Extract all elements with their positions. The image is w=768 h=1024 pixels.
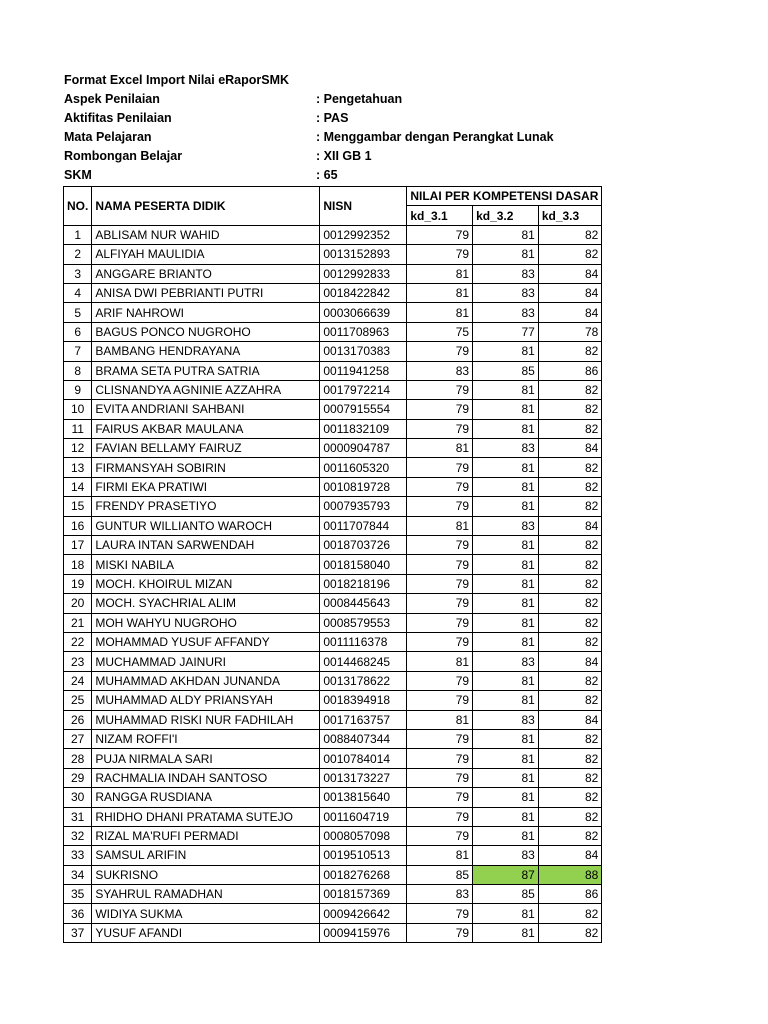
cell-kd-1[interactable]: 75 [407, 322, 473, 341]
cell-nisn[interactable]: 0013815640 [320, 788, 407, 807]
cell-name[interactable]: MUHAMMAD RISKI NUR FADHILAH [92, 710, 320, 729]
cell-name[interactable]: MOHAMMAD YUSUF AFFANDY [92, 632, 320, 651]
cell-kd-1[interactable]: 81 [407, 516, 473, 535]
cell-kd-1[interactable]: 81 [407, 283, 473, 302]
cell-nisn[interactable]: 0007935793 [320, 497, 407, 516]
cell-kd-3[interactable]: 82 [538, 788, 602, 807]
cell-nisn[interactable]: 0009426642 [320, 904, 407, 923]
table-row [64, 477, 602, 496]
cell-kd-2[interactable]: 83 [473, 264, 539, 283]
cell-kd-2[interactable]: 83 [473, 516, 539, 535]
cell-nisn[interactable]: 0011832109 [320, 419, 407, 438]
table-row [64, 594, 602, 613]
table-row [64, 865, 602, 884]
cell-name[interactable]: YUSUF AFANDI [92, 923, 320, 942]
cell-nisn[interactable]: 0018158040 [320, 555, 407, 574]
cell-kd-3[interactable]: 84 [538, 283, 602, 302]
table-row [64, 807, 602, 826]
cell-kd-3[interactable]: 82 [538, 380, 602, 399]
cell-kd-2[interactable]: 81 [473, 594, 539, 613]
cell-kd-2[interactable]: 81 [473, 477, 539, 496]
table-body [64, 225, 602, 942]
cell-kd-3[interactable]: 82 [538, 826, 602, 845]
cell-kd-2[interactable]: 81 [473, 749, 539, 768]
table-row [64, 283, 602, 302]
cell-name[interactable]: FIRMI EKA PRATIWI [92, 477, 320, 496]
cell-kd-1[interactable]: 79 [407, 594, 473, 613]
cell-kd-2[interactable]: 83 [473, 652, 539, 671]
cell-nisn[interactable]: 0011605320 [320, 458, 407, 477]
cell-no[interactable]: 6 [64, 322, 92, 341]
cell-no[interactable]: 12 [64, 439, 92, 458]
cell-no[interactable]: 7 [64, 342, 92, 361]
cell-kd-3[interactable]: 82 [538, 419, 602, 438]
meta-label: Aktifitas Penilaian [64, 111, 172, 125]
table-row [64, 439, 602, 458]
cell-kd-3[interactable]: 82 [538, 729, 602, 748]
cell-no[interactable]: 33 [64, 846, 92, 865]
cell-name[interactable]: WIDIYA SUKMA [92, 904, 320, 923]
cell-kd-3[interactable]: 82 [538, 904, 602, 923]
meta-row-aspek [64, 90, 403, 109]
cell-kd-2[interactable]: 81 [473, 613, 539, 632]
cell-kd-1[interactable]: 79 [407, 477, 473, 496]
cell-kd-3[interactable]: 82 [538, 691, 602, 710]
cell-no[interactable]: 8 [64, 361, 92, 380]
cell-no[interactable]: 14 [64, 477, 92, 496]
cell-no[interactable]: 13 [64, 458, 92, 477]
table-row [64, 749, 602, 768]
cell-no[interactable]: 3 [64, 264, 92, 283]
cell-name[interactable]: ARIF NAHROWI [92, 303, 320, 322]
meta-label: SKM [64, 168, 92, 182]
cell-nisn[interactable]: 0008445643 [320, 594, 407, 613]
cell-no[interactable]: 19 [64, 574, 92, 593]
cell-name[interactable]: RACHMALIA INDAH SANTOSO [92, 768, 320, 787]
cell-kd-2[interactable]: 81 [473, 671, 539, 690]
cell-kd-1[interactable]: 79 [407, 613, 473, 632]
cell-kd-3[interactable]: 86 [538, 361, 602, 380]
table-row [64, 497, 602, 516]
cell-nisn[interactable]: 0018157369 [320, 885, 407, 904]
cell-no[interactable]: 30 [64, 788, 92, 807]
cell-no[interactable]: 2 [64, 245, 92, 264]
cell-kd-1[interactable]: 79 [407, 826, 473, 845]
cell-nisn[interactable]: 0019510513 [320, 846, 407, 865]
cell-nisn[interactable]: 0017972214 [320, 380, 407, 399]
cell-kd-1[interactable]: 81 [407, 439, 473, 458]
cell-kd-2[interactable]: 81 [473, 632, 539, 651]
cell-no[interactable]: 23 [64, 652, 92, 671]
cell-name[interactable]: FAVIAN BELLAMY FAIRUZ [92, 439, 320, 458]
cell-kd-1[interactable]: 81 [407, 264, 473, 283]
cell-kd-2[interactable]: 83 [473, 439, 539, 458]
cell-nisn[interactable]: 0011604719 [320, 807, 407, 826]
cell-kd-2[interactable]: 81 [473, 729, 539, 748]
cell-nisn[interactable]: 0009415976 [320, 923, 407, 942]
cell-kd-1[interactable]: 79 [407, 788, 473, 807]
cell-kd-1[interactable]: 79 [407, 342, 473, 361]
cell-name[interactable]: MOH WAHYU NUGROHO [92, 613, 320, 632]
cell-no[interactable]: 17 [64, 536, 92, 555]
cell-kd-1[interactable]: 79 [407, 904, 473, 923]
cell-name[interactable]: MOCH. KHOIRUL MIZAN [92, 574, 320, 593]
cell-kd-2[interactable]: 81 [473, 904, 539, 923]
cell-kd-1[interactable]: 85 [407, 865, 473, 884]
cell-name[interactable]: EVITA ANDRIANI SAHBANI [92, 400, 320, 419]
cell-kd-2[interactable]: 83 [473, 303, 539, 322]
cell-no[interactable]: 28 [64, 749, 92, 768]
cell-nisn[interactable]: 0013178622 [320, 671, 407, 690]
cell-no[interactable]: 20 [64, 594, 92, 613]
cell-kd-2[interactable]: 83 [473, 283, 539, 302]
cell-kd-1[interactable]: 81 [407, 303, 473, 322]
cell-kd-3[interactable]: 82 [538, 807, 602, 826]
cell-name[interactable]: CLISNANDYA AGNINIE AZZAHRA [92, 380, 320, 399]
cell-name[interactable]: RHIDHO DHANI PRATAMA SUTEJO [92, 807, 320, 826]
cell-nisn[interactable]: 0000904787 [320, 439, 407, 458]
cell-kd-3[interactable]: 84 [538, 516, 602, 535]
cell-kd-3[interactable]: 84 [538, 303, 602, 322]
cell-name[interactable]: ALFIYAH MAULIDIA [92, 245, 320, 264]
cell-no[interactable]: 10 [64, 400, 92, 419]
cell-name[interactable]: LAURA INTAN SARWENDAH [92, 536, 320, 555]
table-row [64, 904, 602, 923]
cell-kd-1[interactable]: 79 [407, 574, 473, 593]
cell-name[interactable]: FRENDY PRASETIYO [92, 497, 320, 516]
cell-kd-1[interactable]: 79 [407, 225, 473, 244]
cell-kd-3[interactable]: 82 [538, 342, 602, 361]
cell-kd-1[interactable]: 79 [407, 632, 473, 651]
cell-name[interactable]: ANISA DWI PEBRIANTI PUTRI [92, 283, 320, 302]
cell-no[interactable]: 1 [64, 225, 92, 244]
cell-no[interactable]: 27 [64, 729, 92, 748]
cell-kd-3[interactable]: 82 [538, 497, 602, 516]
cell-kd-2[interactable]: 81 [473, 574, 539, 593]
table-row [64, 458, 602, 477]
meta-row-mapel [64, 128, 554, 147]
cell-kd-2[interactable]: 83 [473, 846, 539, 865]
cell-nisn[interactable]: 0013173227 [320, 768, 407, 787]
cell-kd-3[interactable]: 86 [538, 885, 602, 904]
cell-name[interactable]: BAGUS PONCO NUGROHO [92, 322, 320, 341]
table-row [64, 555, 602, 574]
cell-kd-2[interactable]: 81 [473, 555, 539, 574]
header-name: NAMA PESERTA DIDIK [92, 187, 320, 226]
cell-nisn[interactable]: 0018394918 [320, 691, 407, 710]
cell-name[interactable]: SUKRISNO [92, 865, 320, 884]
cell-kd-3[interactable]: 84 [538, 264, 602, 283]
cell-name[interactable]: BRAMA SETA PUTRA SATRIA [92, 361, 320, 380]
cell-kd-2[interactable]: 77 [473, 322, 539, 341]
cell-name[interactable]: BAMBANG HENDRAYANA [92, 342, 320, 361]
meta-row-skm [64, 166, 338, 185]
cell-kd-2[interactable]: 85 [473, 361, 539, 380]
cell-kd-3[interactable]: 82 [538, 574, 602, 593]
cell-no[interactable]: 11 [64, 419, 92, 438]
cell-kd-1[interactable]: 81 [407, 846, 473, 865]
cell-nisn[interactable]: 0014468245 [320, 652, 407, 671]
table-row [64, 788, 602, 807]
meta-value: : PAS [316, 111, 349, 125]
cell-kd-3[interactable]: 82 [538, 555, 602, 574]
table-row [64, 574, 602, 593]
cell-name[interactable]: MUCHAMMAD JAINURI [92, 652, 320, 671]
cell-name[interactable]: MISKI NABILA [92, 555, 320, 574]
table-row [64, 361, 602, 380]
cell-no[interactable]: 16 [64, 516, 92, 535]
table-row [64, 671, 602, 690]
cell-kd-3[interactable]: 82 [538, 749, 602, 768]
cell-kd-1[interactable]: 81 [407, 652, 473, 671]
table-row [64, 885, 602, 904]
cell-kd-1[interactable]: 79 [407, 749, 473, 768]
cell-kd-3[interactable]: 82 [538, 594, 602, 613]
cell-kd-1[interactable]: 79 [407, 691, 473, 710]
cell-kd-2[interactable]: 81 [473, 807, 539, 826]
header-nisn: NISN [320, 187, 407, 226]
cell-nisn[interactable]: 0012992833 [320, 264, 407, 283]
cell-no[interactable]: 32 [64, 826, 92, 845]
table-row [64, 613, 602, 632]
cell-nisn[interactable]: 0017163757 [320, 710, 407, 729]
cell-kd-1[interactable]: 83 [407, 885, 473, 904]
cell-kd-3[interactable]: 82 [538, 477, 602, 496]
cell-nisn[interactable]: 0011708963 [320, 322, 407, 341]
table-row [64, 652, 602, 671]
cell-kd-2[interactable]: 81 [473, 400, 539, 419]
cell-nisn[interactable]: 0018218196 [320, 574, 407, 593]
cell-kd-1[interactable]: 79 [407, 458, 473, 477]
cell-kd-3[interactable]: 88 [538, 865, 602, 884]
cell-name[interactable]: NIZAM ROFFI'I [92, 729, 320, 748]
header-kd-group: NILAI PER KOMPETENSI DASAR [407, 187, 602, 206]
cell-name[interactable]: PUJA NIRMALA SARI [92, 749, 320, 768]
cell-kd-2[interactable]: 81 [473, 768, 539, 787]
meta-label: Rombongan Belajar [64, 149, 183, 163]
table-row [64, 419, 602, 438]
cell-nisn[interactable]: 0088407344 [320, 729, 407, 748]
header-kd-3-2: kd_3.2 [473, 206, 539, 225]
table-row [64, 923, 602, 942]
header-no: NO. [64, 187, 92, 226]
cell-kd-3[interactable]: 82 [538, 536, 602, 555]
table-row [64, 245, 602, 264]
table-row [64, 400, 602, 419]
cell-no[interactable]: 24 [64, 671, 92, 690]
cell-nisn[interactable]: 0011116378 [320, 632, 407, 651]
cell-no[interactable]: 18 [64, 555, 92, 574]
table-row [64, 322, 602, 341]
cell-name[interactable]: FAIRUS AKBAR MAULANA [92, 419, 320, 438]
cell-kd-1[interactable]: 79 [407, 768, 473, 787]
cell-kd-1[interactable]: 79 [407, 419, 473, 438]
cell-name[interactable]: SAMSUL ARIFIN [92, 846, 320, 865]
table-row [64, 729, 602, 748]
meta-label: Mata Pelajaran [64, 130, 152, 144]
table-row [64, 826, 602, 845]
cell-no[interactable]: 34 [64, 865, 92, 884]
cell-kd-3[interactable]: 78 [538, 322, 602, 341]
meta-value: : XII GB 1 [316, 149, 372, 163]
cell-no[interactable]: 4 [64, 283, 92, 302]
cell-no[interactable]: 15 [64, 497, 92, 516]
table-row [64, 225, 602, 244]
cell-kd-2[interactable]: 87 [473, 865, 539, 884]
header-kd-3-1: kd_3.1 [407, 206, 473, 225]
cell-kd-3[interactable]: 82 [538, 768, 602, 787]
cell-name[interactable]: MOCH. SYACHRIAL ALIM [92, 594, 320, 613]
cell-kd-3[interactable]: 82 [538, 671, 602, 690]
cell-kd-2[interactable]: 81 [473, 380, 539, 399]
cell-kd-1[interactable]: 79 [407, 671, 473, 690]
cell-kd-1[interactable]: 79 [407, 555, 473, 574]
meta-row-rombel [64, 147, 372, 166]
cell-kd-1[interactable]: 81 [407, 710, 473, 729]
cell-kd-2[interactable]: 85 [473, 885, 539, 904]
cell-kd-2[interactable]: 81 [473, 458, 539, 477]
cell-no[interactable]: 31 [64, 807, 92, 826]
cell-nisn[interactable]: 0010819728 [320, 477, 407, 496]
table-row [64, 516, 602, 535]
cell-kd-2[interactable]: 81 [473, 419, 539, 438]
cell-nisn[interactable]: 0008057098 [320, 826, 407, 845]
cell-no[interactable]: 9 [64, 380, 92, 399]
table-row [64, 342, 602, 361]
table-row [64, 710, 602, 729]
cell-name[interactable]: GUNTUR WILLIANTO WAROCH [92, 516, 320, 535]
cell-name[interactable]: ANGGARE BRIANTO [92, 264, 320, 283]
sheet-title: Format Excel Import Nilai eRaporSMK [64, 73, 290, 87]
meta-value: : Pengetahuan [316, 92, 403, 106]
cell-no[interactable]: 36 [64, 904, 92, 923]
cell-nisn[interactable]: 0013170383 [320, 342, 407, 361]
cell-nisn[interactable]: 0003066639 [320, 303, 407, 322]
cell-name[interactable]: MUHAMMAD ALDY PRIANSYAH [92, 691, 320, 710]
cell-name[interactable]: SYAHRUL RAMADHAN [92, 885, 320, 904]
cell-nisn[interactable]: 0013152893 [320, 245, 407, 264]
cell-nisn[interactable]: 0008579553 [320, 613, 407, 632]
cell-kd-3[interactable]: 82 [538, 458, 602, 477]
cell-name[interactable]: FIRMANSYAH SOBIRIN [92, 458, 320, 477]
cell-nisn[interactable]: 0010784014 [320, 749, 407, 768]
cell-kd-3[interactable]: 84 [538, 846, 602, 865]
cell-kd-3[interactable]: 82 [538, 245, 602, 264]
cell-kd-3[interactable]: 82 [538, 923, 602, 942]
cell-kd-3[interactable]: 84 [538, 652, 602, 671]
cell-kd-2[interactable]: 81 [473, 691, 539, 710]
cell-kd-1[interactable]: 79 [407, 245, 473, 264]
table-row [64, 768, 602, 787]
cell-kd-3[interactable]: 82 [538, 225, 602, 244]
cell-name[interactable]: RANGGA RUSDIANA [92, 788, 320, 807]
cell-name[interactable]: ABLISAM NUR WAHID [92, 225, 320, 244]
cell-kd-3[interactable]: 82 [538, 400, 602, 419]
cell-no[interactable]: 22 [64, 632, 92, 651]
table-row [64, 632, 602, 651]
meta-value: : Menggambar dengan Perangkat Lunak [316, 130, 554, 144]
cell-name[interactable]: MUHAMMAD AKHDAN JUNANDA [92, 671, 320, 690]
cell-kd-1[interactable]: 79 [407, 380, 473, 399]
cell-no[interactable]: 37 [64, 923, 92, 942]
cell-kd-2[interactable]: 81 [473, 245, 539, 264]
cell-nisn[interactable]: 0007915554 [320, 400, 407, 419]
cell-kd-2[interactable]: 81 [473, 788, 539, 807]
cell-kd-1[interactable]: 83 [407, 361, 473, 380]
cell-kd-1[interactable]: 79 [407, 729, 473, 748]
cell-nisn[interactable]: 0011707844 [320, 516, 407, 535]
cell-nisn[interactable]: 0018276268 [320, 865, 407, 884]
cell-kd-2[interactable]: 81 [473, 225, 539, 244]
cell-nisn[interactable]: 0018422842 [320, 283, 407, 302]
cell-kd-2[interactable]: 81 [473, 536, 539, 555]
cell-nisn[interactable]: 0011941258 [320, 361, 407, 380]
cell-kd-2[interactable]: 83 [473, 710, 539, 729]
cell-kd-3[interactable]: 82 [538, 632, 602, 651]
cell-kd-1[interactable]: 79 [407, 497, 473, 516]
table-row [64, 380, 602, 399]
cell-kd-2[interactable]: 81 [473, 826, 539, 845]
table-row [64, 264, 602, 283]
cell-no[interactable]: 21 [64, 613, 92, 632]
cell-kd-1[interactable]: 79 [407, 400, 473, 419]
cell-kd-1[interactable]: 79 [407, 807, 473, 826]
grades-table [63, 186, 602, 943]
header-kd-3-3: kd_3.3 [538, 206, 602, 225]
table-row [64, 846, 602, 865]
cell-kd-1[interactable]: 79 [407, 923, 473, 942]
meta-label: Aspek Penilaian [64, 92, 160, 106]
cell-name[interactable]: RIZAL MA'RUFI PERMADI [92, 826, 320, 845]
meta-row-aktifitas [64, 109, 349, 128]
cell-kd-2[interactable]: 81 [473, 342, 539, 361]
cell-kd-2[interactable]: 81 [473, 923, 539, 942]
cell-no[interactable]: 26 [64, 710, 92, 729]
cell-kd-3[interactable]: 84 [538, 710, 602, 729]
cell-kd-2[interactable]: 81 [473, 497, 539, 516]
cell-nisn[interactable]: 0018703726 [320, 536, 407, 555]
cell-no[interactable]: 35 [64, 885, 92, 904]
table-row [64, 303, 602, 322]
cell-kd-3[interactable]: 84 [538, 439, 602, 458]
table-row [64, 536, 602, 555]
meta-value: : 65 [316, 168, 338, 182]
cell-no[interactable]: 5 [64, 303, 92, 322]
cell-kd-1[interactable]: 79 [407, 536, 473, 555]
cell-no[interactable]: 25 [64, 691, 92, 710]
table-row [64, 691, 602, 710]
cell-no[interactable]: 29 [64, 768, 92, 787]
cell-kd-3[interactable]: 82 [538, 613, 602, 632]
cell-nisn[interactable]: 0012992352 [320, 225, 407, 244]
